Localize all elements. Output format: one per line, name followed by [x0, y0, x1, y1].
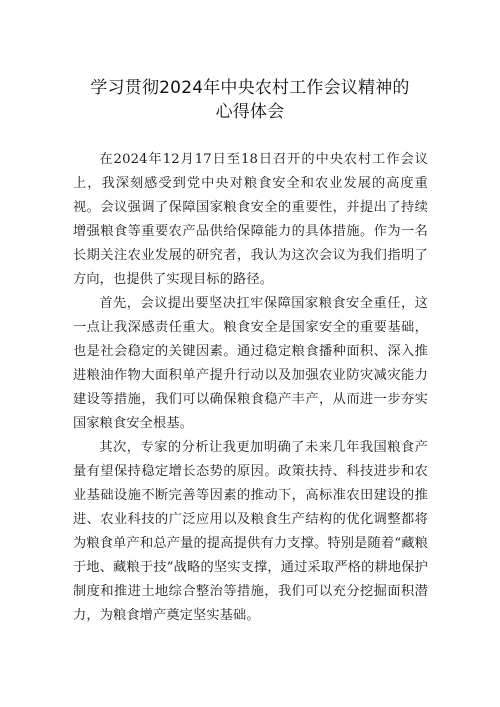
paragraph-1: 在2024年12月17日至18日召开的中央农村工作会议上，我深刻感受到党中央对粮食安全和农业发展的高度重视。会议强调了保障国家粮食安全的重要性，并提出了持续增强粮食等重要农产品供给保障能力的具体措施。作为一名长期关注农业发展的研究者，我认为这次会议为我们指明了方向，也提供了实现目标的路径。 — [73, 152, 428, 287]
document-title — [60, 76, 440, 124]
title-line-1: 学习贯彻2024年中央农村工作会议精神的 — [90, 78, 410, 98]
document-body — [73, 148, 428, 628]
title-line-2: 心得体会 — [215, 102, 285, 122]
paragraph-2: 首先，会议提出要坚决扛牢保障国家粮食安全重任，这一点让我深感责任重大。粮食安全是国家安全的重要基础，也是社会稳定的关键因素。通过稳定粮食播种面积、深入推进粮油作物大面积单产提升行动以及加强农业防灾减灾能力建设等措施，我们可以确保粮食稳产丰产，从而进一步夯实国家粮食安全根基。 — [73, 296, 428, 431]
paragraph-3: 其次，专家的分析让我更加明确了未来几年我国粮食产量有望保持稳定增长态势的原因。政策扶持、科技进步和农业基础设施不断完善等因素的推动下，高标准农田建设的推进、农业科技的广泛应用以及粮食生产结构的优化调整都将为粮食单产和总产量的提高提供有力支撑。特别是随着“藏粮于地、藏粮于技”战略的坚实支撑，通过采取严格的耕地保护制度和推进土地综合整治等措施，我们可以充分挖掘面积潜力，为粮食增产奠定坚实基础。 — [73, 440, 428, 623]
